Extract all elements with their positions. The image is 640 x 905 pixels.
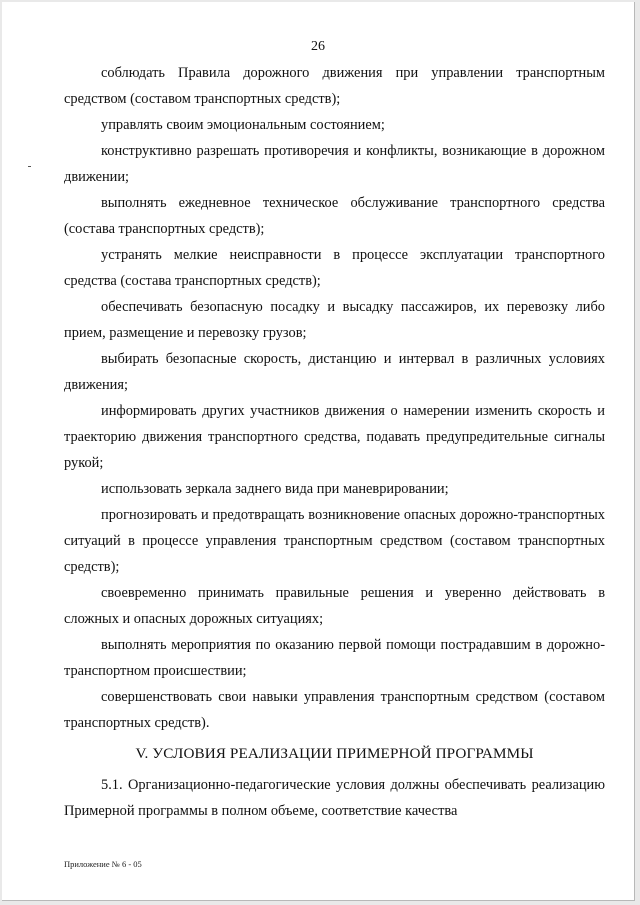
paragraph: устранять мелкие неисправности в процессе эксплуатации транспортного средства (состава транспортных средств); bbox=[64, 247, 605, 289]
paragraph: информировать других участников движения о намерении изменить скорость и траекторию движения транспортного средства, подавать предупредительные сигналы рукой; bbox=[64, 403, 605, 471]
section-heading: V. УСЛОВИЯ РЕАЛИЗАЦИИ ПРИМЕРНОЙ ПРОГРАММЫ bbox=[135, 745, 534, 762]
paragraph: выполнять ежедневное техническое обслуживание транспортного средства (состава транспортных средств); bbox=[64, 195, 605, 237]
margin-mark bbox=[28, 166, 31, 167]
paragraph: использовать зеркала заднего вида при маневрировании; bbox=[101, 481, 449, 497]
paragraph: соблюдать Правила дорожного движения при управлении транспортным средством (составом транспортных средств); bbox=[64, 65, 605, 107]
section-paragraph: 5.1. Организационно-педагогические условия должны обеспечивать реализацию Примерной программы в полном объеме, соответствие качества bbox=[64, 777, 605, 819]
paragraph: обеспечивать безопасную посадку и высадку пассажиров, их перевозку либо прием, размещение и перевозку грузов; bbox=[64, 299, 605, 341]
paragraph: конструктивно разрешать противоречия и конфликты, возникающие в дорожном движении; bbox=[64, 143, 605, 185]
paragraph: прогнозировать и предотвращать возникновение опасных дорожно-транспортных ситуаций в процессе управления транспортным средством (составом транспортных средств); bbox=[64, 507, 605, 575]
document-page bbox=[2, 2, 635, 901]
document-body bbox=[64, 60, 605, 824]
page-number: 26 bbox=[311, 39, 325, 54]
paragraph: своевременно принимать правильные решения и уверенно действовать в сложных и опасных дорожных ситуациях; bbox=[64, 585, 605, 627]
paragraph: выполнять мероприятия по оказанию первой помощи пострадавшим в дорожно-транспортном происшествии; bbox=[64, 637, 605, 679]
footer-note: Приложение № 6 - 05 bbox=[64, 859, 142, 869]
paragraph: управлять своим эмоциональным состоянием; bbox=[101, 117, 385, 133]
paragraph: выбирать безопасные скорость, дистанцию и интервал в различных условиях движения; bbox=[64, 351, 605, 393]
paragraph: совершенствовать свои навыки управления транспортным средством (составом транспортных средств). bbox=[64, 689, 605, 731]
